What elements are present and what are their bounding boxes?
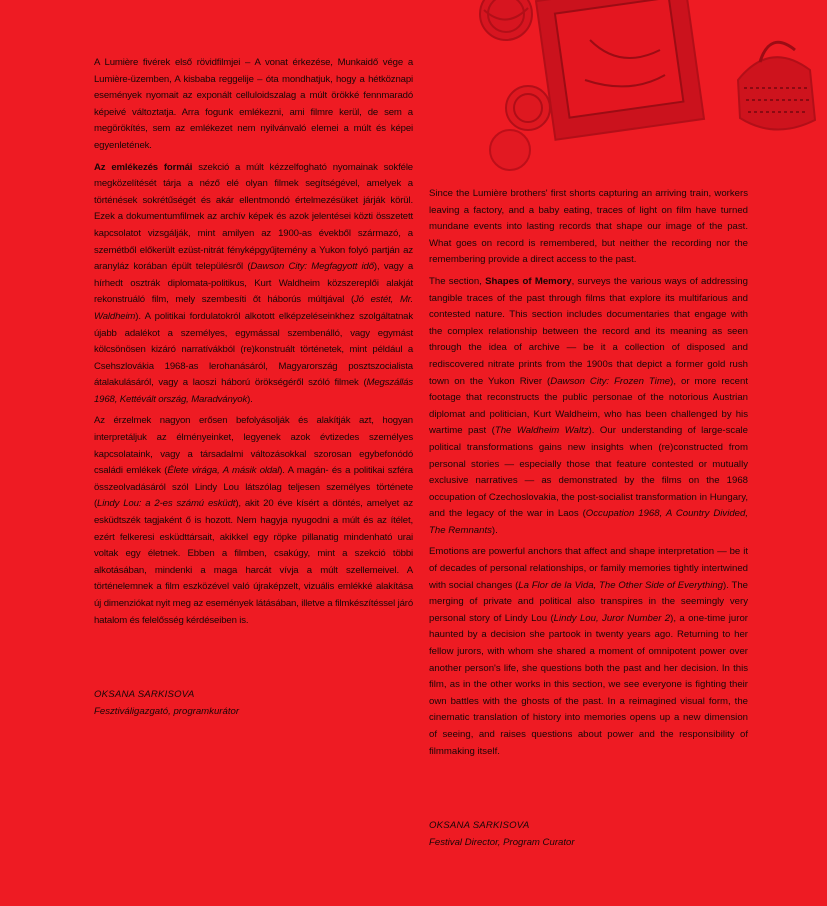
text-span: ). The merging of private and political also transpires in the seemingly very personal story of Lindy Lou (	[429, 579, 748, 624]
english-signature	[429, 818, 575, 851]
text-span: szekció a múlt kézzelfogható nyomainak sokféle megközelítését tárja a néző elé olyan filmek segítségével, amelyek a történések sokrétűségét és akár ellentmondó értelmezésüket járják körül. Ezek a dokumentumfilmek az archív képek és azok jelentései közti összetett kapcsolatot vizsgálják, mint amilyen az 1900-as évekből származó, a szemétből előkerült ezüst-nitrát fényképgyűjtemény a Yukon folyó partján az aranyláz korában épült településről (	[94, 161, 413, 273]
hungarian-column	[94, 55, 413, 634]
hungarian-paragraph-3	[94, 413, 413, 629]
text-span: ), akit 20 éve kísért a döntés, amelyet az esküdtszék tagjaként ő is hozott. Nem hagyja nyugodni a múlt és az ítélet, ezért felkeresi esküdttársait, akikkel egy röpke pillanatig mindenható urai voltak egy életnek. Ebben a filmben, csakúgy, mint a szekció többi alkotásában, mindenki a maga harcát vívja a múlt szellemeivel. A történelemnek a film eszközével való újraképzelt, vizuális emlékké alakítása új dimenziókat nyit meg az események látásában, illetve a filmkészítéssel járó hatalom és felelősség kérdéseiben is.	[94, 498, 413, 626]
film-title: The Waldheim Waltz	[494, 425, 589, 437]
text-span: ).	[491, 524, 498, 536]
film-title: Dawson City: Megfagyott idő	[250, 261, 374, 273]
film-title: Megszállás 1968, Kettévált ország, Maradványok	[94, 377, 413, 405]
film-title: Dawson City: Frozen Time	[550, 375, 671, 387]
english-paragraph-3	[429, 544, 748, 760]
film-title: Occupation 1968, A Country Divided, The Remnants	[429, 508, 748, 536]
english-column	[429, 186, 748, 765]
hungarian-signature	[94, 687, 239, 720]
text-span: ), vagy a hírhedt osztrák diplomata-politikus, Kurt Waldheim közszereplői alakját rekonstruáló film, mely szembesíti őt háborús múltjával (	[94, 261, 414, 306]
hungarian-paragraph-2	[94, 160, 413, 409]
text-span: ), or more recent footage that reconstructs the public personae of the notorious Austrian diplomat and politician, Kurt Waldheim, who has been challenged by his wartime past (	[429, 375, 749, 437]
author-role: Fesztiváligazgató, programkurátor	[94, 705, 240, 717]
text-span: ). Our understanding of large-scale political transformations gains new insights when (re)constructed from personal stories — especially those that feature contested or mutually exclusive narratives — as demonstrated by the films on the 1968 occupation of Czechoslovakia, the post-socialist transformation in Hungary, and the legacy of the war in Laos (	[429, 425, 748, 520]
text-span: , surveys the various ways of addressing tangible traces of the past through films that explore its multifarious and contested nature. This section includes documentaries that engage with the complex relationship between the record and its meaning as seen through the idea of archive — be it a collection of disposed and rediscovered nitrate prints from the 1900s that depict a former gold rush town on the Yukon River (	[429, 275, 748, 387]
film-title: La Flor de la Vida, The Other Side of Everything	[518, 579, 724, 591]
author-name: OKSANA SARKISOVA	[94, 689, 195, 700]
film-title: Élete virága, A másik oldal	[167, 465, 280, 477]
hungarian-paragraph-1: A Lumière fivérek első rövidfilmjei – A vonat érkezése, Munkaidő vége a Lumière-üzemben, A kisbaba reggelije – óta mondhatjuk, hogy a hétköznapi események nyomait az exponált celluloidszalag a múlt örökké fennmaradó képeivé változtatja. Arra fogunk emlékezni, ami filmre kerül, de sem a megörökítés, sem az emlékezet nem nyilvánvaló elemei a múlt és képei egyenletének.	[94, 57, 413, 151]
text-span: Emotions are powerful anchors that affect and shape interpretation — be it of decades of personal relationships, or family memories tightly intertwined with social changes (	[429, 546, 748, 591]
text-span: ). A politikai fordulatokról alkotott elképzeléseinkhez szolgáltatnak újabb adalékot a személyes, egymással szembenálló, vagy egymást kölcsönösen kizáró narratívákból (re)konstruált történetek, mint például a Csehszlovákia 1968-as lerohanásáról, Magyarország posztszocialista átalakulásáról, vagy a laoszi háború örökségéről szóló filmek (	[94, 310, 413, 389]
film-title: Jó estét, Mr. Waldheim	[94, 294, 413, 322]
text-span: ).	[247, 393, 253, 405]
english-paragraph-2	[429, 274, 748, 540]
author-name: OKSANA SARKISOVA	[429, 820, 530, 831]
author-role: Festival Director, Program Curator	[429, 836, 575, 848]
memorabilia-photo	[470, 0, 827, 182]
section-title-en: Shapes of Memory	[485, 275, 572, 287]
english-paragraph-1: Since the Lumière brothers' first shorts capturing an arriving train, workers leaving a factory, and a baby eating, traces of light on film have turned mundane events into lasting records that shape our image of the past. What goes on record is remembered, but neither the recording nor the remembering provide a direct access to the past.	[429, 188, 748, 266]
text-span: Az érzelmek nagyon erősen befolyásolják és alakítják azt, hogyan interpretáljuk az élményeinket, legyenek azok évtizedes személyes kapcsolataink, vagy a társadalmi változásokkal szorosan egybefonódó családi emlékek (	[94, 415, 413, 477]
film-title: Lindy Lou, Juror Number 2	[553, 612, 671, 624]
film-title: Lindy Lou: a 2-es számú esküdt	[97, 498, 236, 510]
text-span: ). A magán- és a politikai szféra összeolvadásáról szól Lindy Lou látszólag teljesen személyes története (	[94, 465, 413, 510]
text-span: The section,	[429, 275, 486, 287]
section-title-hu: Az emlékezés formái	[94, 161, 193, 173]
text-span: ), a one-time juror haunted by a decision she partook in twenty years ago. Returning to her fellow jurors, with whom she shared a moment of omnipotent power over another person's life, she questions both the past and her decision. In this film, as in the other works in this section, we see everyone is fighting their own battles with the ghosts of the past. In a reimagined visual form, the cinematic translation of history into memories opens up a new dimension of seeing, and raises questions about power and the responsibility of filmmaking itself.	[429, 612, 748, 757]
